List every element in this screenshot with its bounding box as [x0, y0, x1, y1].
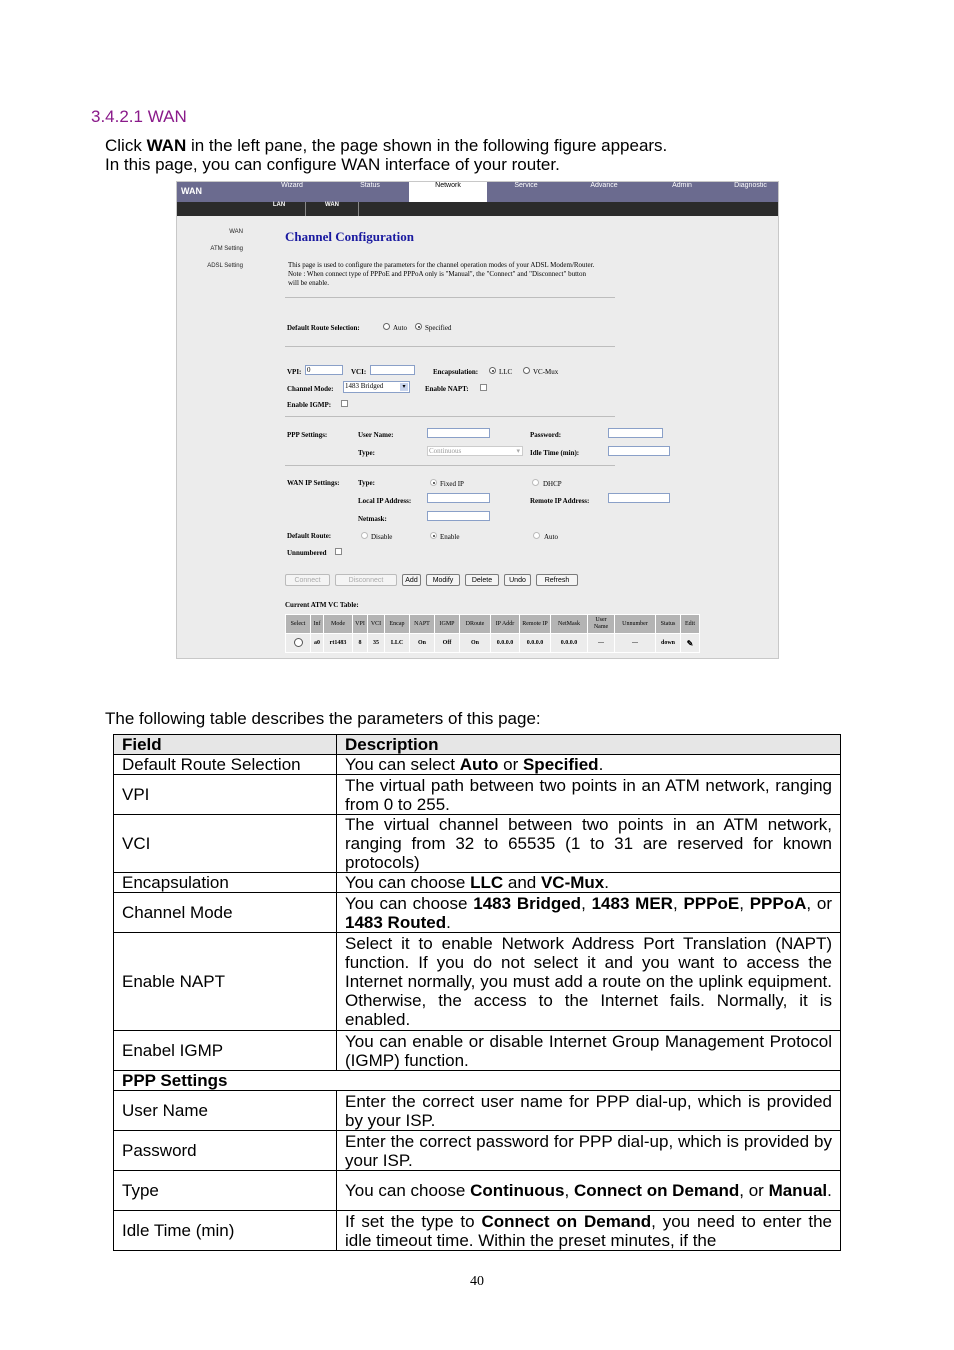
vc-cell: down — [656, 634, 681, 653]
description-cell — [337, 1211, 841, 1251]
description-text: Enter the correct user name for PPP dial-up, which is provided by your ISP. — [345, 1091, 832, 1130]
sub-nav-bar — [177, 202, 779, 216]
description-text: , you need to enter the idle timeout time. Within the preset minutes, if the — [345, 1211, 833, 1250]
vc-table-title: Current ATM VC Table: — [285, 601, 359, 609]
top-nav-advance[interactable]: Advance — [590, 182, 618, 189]
refresh-button[interactable]: Refresh — [536, 574, 578, 586]
description-text: . — [446, 912, 451, 932]
divider — [285, 465, 615, 466]
radio-fixed-ip[interactable] — [430, 479, 437, 486]
description-cell — [337, 755, 841, 775]
radio-dhcp[interactable] — [532, 479, 539, 486]
bold-term: 1483 Bridged — [473, 893, 582, 913]
table-row — [114, 815, 841, 873]
vc-col-header: VPI — [353, 615, 368, 634]
bold-term: 1483 Routed — [345, 912, 447, 932]
vci-label: VCI: — [351, 368, 367, 376]
description-text: or — [498, 755, 523, 774]
default-route-label-2: Default Route: — [287, 532, 332, 540]
section-title: PPP Settings — [114, 1071, 841, 1091]
napt-label: Enable NAPT: — [425, 385, 469, 393]
vc-col-header: NetMask — [551, 615, 588, 634]
description-text: The virtual channel between two points in an ATM network, ranging from 32 to 65535 (1 to 31 are reserved for known protocols) — [345, 815, 832, 872]
vc-cell: rt1483 — [324, 634, 353, 653]
table-row — [114, 1031, 841, 1071]
table-row — [114, 893, 841, 933]
bold-term: Connect on Demand — [481, 1211, 652, 1231]
vc-col-header: IGMP — [435, 615, 460, 634]
description-text: . — [827, 1181, 832, 1200]
napt-checkbox[interactable] — [480, 384, 487, 391]
default-route-label: Default Route Selection: — [287, 324, 360, 332]
bold-term: Continuous — [470, 1181, 565, 1200]
parameter-table — [113, 734, 841, 1251]
divider — [285, 297, 615, 298]
bold-term: VC-Mux — [540, 873, 605, 892]
bold-term: PPPoA — [749, 893, 807, 913]
router-screenshot — [176, 181, 779, 659]
remote-ip-label: Remote IP Address: — [530, 497, 590, 505]
field-cell: User Name — [114, 1091, 337, 1131]
modify-button[interactable]: Modify — [426, 574, 460, 586]
brand-label: WAN — [181, 186, 202, 196]
description-text: and — [503, 873, 541, 892]
vc-col-header: Status — [656, 615, 681, 634]
description-text: , — [581, 893, 592, 913]
vc-col-header: VCI — [368, 615, 385, 634]
radio-specified-label: Specified — [425, 324, 452, 332]
atm-vc-table — [285, 614, 700, 653]
field-cell: VCI — [114, 815, 337, 873]
description-cell — [337, 933, 841, 1031]
channel-mode-label: Channel Mode: — [287, 385, 334, 393]
type-label: Type: — [358, 449, 375, 457]
radio-auto[interactable] — [383, 323, 390, 330]
radio-auto-label: Auto — [393, 324, 407, 332]
radio-vcmux[interactable] — [523, 367, 530, 374]
vc-col-header: Mode — [324, 615, 353, 634]
radio-vcmux-label: VC-Mux — [533, 368, 559, 376]
vc-cell — [286, 634, 311, 653]
username-input[interactable] — [427, 428, 490, 438]
chevron-down-icon: ▾ — [400, 383, 408, 391]
desc-line-1: This page is used to configure the parameters for the channel operation modes of your ADSL Modem/Router. — [288, 261, 595, 269]
channel-mode-select[interactable] — [343, 381, 410, 393]
radio-disable-label: Disable — [371, 533, 393, 541]
edit-icon[interactable]: ✎ — [686, 638, 694, 648]
table-row — [114, 1211, 841, 1251]
vc-cell: --- — [588, 634, 615, 653]
igmp-label: Enable IGMP: — [287, 401, 332, 409]
description-text: . — [598, 755, 604, 774]
vc-col-header: Inf — [311, 615, 324, 634]
table-row — [114, 775, 841, 815]
table-row — [114, 1131, 841, 1171]
field-cell: VPI — [114, 775, 337, 815]
username-label: User Name: — [358, 431, 394, 439]
vc-col-header: Unnumber — [615, 615, 656, 634]
field-cell: Enabel IGMP — [114, 1031, 337, 1071]
radio-llc[interactable] — [489, 367, 496, 374]
vc-col-header: Remote IP — [520, 615, 551, 634]
header-description: Description — [337, 735, 841, 755]
radio-auto-route-label: Auto — [544, 533, 558, 541]
table-row — [114, 873, 841, 893]
wan-type-label: Type: — [358, 479, 375, 487]
radio-disable[interactable] — [361, 532, 368, 539]
left-nav-adsl-setting[interactable]: ADSL Setting — [207, 263, 243, 269]
description-cell — [337, 815, 841, 873]
table-row — [114, 1171, 841, 1211]
vc-cell: 8 — [353, 634, 368, 653]
vci-input[interactable] — [370, 365, 415, 375]
top-nav-service[interactable]: Service — [514, 182, 538, 189]
channel-mode-value: 1483 Bridged — [345, 382, 384, 390]
idle-time-input[interactable] — [608, 446, 670, 456]
field-cell: Encapsulation — [114, 873, 337, 893]
left-nav-atm-setting[interactable]: ATM Setting — [210, 246, 243, 252]
netmask-input[interactable] — [427, 511, 490, 521]
delete-button[interactable]: Delete — [465, 574, 499, 586]
description-text: , or — [806, 893, 833, 913]
vc-cell: a0 — [311, 634, 324, 653]
intro-line-2: In this page, you can configure WAN interface of your router. — [105, 155, 560, 174]
table-row — [114, 1091, 841, 1131]
top-nav-diagnostic[interactable]: Diagnostic — [734, 182, 767, 189]
description-text: You can choose — [345, 893, 474, 913]
radio-enable-label: Enable — [440, 533, 460, 541]
radio-dhcp-label: DHCP — [543, 480, 562, 488]
encapsulation-label: Encapsulation: — [433, 368, 479, 376]
netmask-label: Netmask: — [358, 515, 387, 523]
vc-cell: 0.0.0.0 — [520, 634, 551, 653]
vc-cell: 0.0.0.0 — [491, 634, 520, 653]
local-ip-label: Local IP Address: — [358, 497, 412, 505]
table-row — [114, 755, 841, 775]
type-value: Continuous — [429, 447, 462, 455]
description-text: You can enable or disable Internet Group Management Protocol (IGMP) function. — [345, 1031, 832, 1070]
top-nav-status[interactable]: Status — [360, 182, 380, 189]
description-cell — [337, 893, 841, 933]
description-text: If set the type to — [345, 1211, 482, 1231]
description-cell — [337, 873, 841, 893]
channel-config-title: Channel Configuration — [285, 229, 414, 244]
ppp-settings-label: PPP Settings: — [287, 431, 328, 439]
radio-llc-label: LLC — [499, 368, 513, 376]
vc-cell — [681, 634, 700, 653]
field-cell: Type — [114, 1171, 337, 1211]
section-heading: 3.4.2.1 WAN — [91, 107, 187, 126]
radio-enable[interactable] — [430, 532, 437, 539]
description-text: You can choose — [345, 873, 471, 892]
divider — [285, 346, 615, 347]
description-text: Enter the correct password for PPP dial-up, which is provided by your ISP. — [345, 1131, 832, 1170]
password-label: Password: — [530, 431, 562, 439]
section-row — [114, 1071, 841, 1091]
top-nav-network[interactable]: Network — [409, 182, 487, 202]
vc-col-header: Encap — [385, 615, 410, 634]
chevron-down-icon: ▾ — [516, 447, 520, 455]
vc-cell: 35 — [368, 634, 385, 653]
intro-line-1: Click WAN in the left pane, the page shown in the following figure appears. — [105, 136, 668, 155]
password-input[interactable] — [608, 428, 663, 438]
description-cell — [337, 1171, 841, 1211]
unnumbered-checkbox[interactable] — [335, 548, 342, 555]
add-button[interactable]: Add — [402, 574, 421, 586]
header-field: Field — [114, 735, 337, 755]
vpi-input[interactable]: 0 — [305, 365, 343, 375]
vc-cell: On — [410, 634, 435, 653]
description-text: You can select — [345, 755, 460, 774]
table-intro: The following table describes the parameters of this page: — [105, 709, 541, 728]
page-number: 40 — [470, 1274, 484, 1289]
description-cell — [337, 1131, 841, 1171]
bold-term: Auto — [459, 755, 499, 774]
sub-nav-lan[interactable]: LAN — [253, 202, 306, 216]
radio-specified[interactable] — [415, 323, 422, 330]
vc-col-header: IP Addr — [491, 615, 520, 634]
vc-col-header: User Name — [588, 615, 615, 634]
disconnect-button[interactable]: Disconnect — [335, 574, 397, 586]
connect-button[interactable]: Connect — [285, 574, 330, 586]
vc-cell: --- — [615, 634, 656, 653]
description-text: , or — [739, 1181, 769, 1200]
description-text: The virtual path between two points in an ATM network, ranging from 0 to 255. — [345, 775, 832, 814]
vc-select-radio[interactable] — [294, 638, 303, 647]
left-nav — [177, 216, 249, 659]
description-cell — [337, 1031, 841, 1071]
radio-auto-route[interactable] — [533, 532, 540, 539]
bold-term: LLC — [470, 873, 504, 892]
vc-cell: On — [460, 634, 491, 653]
idle-time-label: Idle Time (min): — [530, 449, 580, 457]
divider — [285, 416, 615, 417]
vc-col-header: DRoute — [460, 615, 491, 634]
vc-cell: Off — [435, 634, 460, 653]
vc-col-header: Select — [286, 615, 311, 634]
field-cell: Channel Mode — [114, 893, 337, 933]
sub-nav-wan[interactable]: WAN — [306, 202, 359, 216]
vc-cell: 0.0.0.0 — [551, 634, 588, 653]
bold-term: Manual — [768, 1181, 828, 1200]
desc-line-3: will be enable. — [288, 279, 330, 287]
vc-cell: LLC — [385, 634, 410, 653]
local-ip-input[interactable] — [427, 493, 490, 503]
bold-term: Connect on Demand — [573, 1181, 740, 1200]
description-cell — [337, 1091, 841, 1131]
table-row — [286, 634, 700, 653]
bold-term: 1483 MER — [591, 893, 673, 913]
top-nav-wizard[interactable]: Wizard — [281, 182, 303, 189]
type-select[interactable] — [427, 446, 523, 456]
desc-line-2: Note : When connect type of PPPoE and PPPoA only is "Manual", the "Connect" and "Disconnect" button — [288, 270, 586, 278]
vc-col-header: Edit — [681, 615, 700, 634]
field-cell: Enable NAPT — [114, 933, 337, 1031]
field-cell: Default Route Selection — [114, 755, 337, 775]
bold-term: PPPoE — [683, 893, 740, 913]
field-cell: Idle Time (min) — [114, 1211, 337, 1251]
table-header-row — [114, 735, 841, 755]
description-text: , — [739, 893, 750, 913]
description-text: , — [564, 1181, 574, 1200]
description-text: You can choose — [345, 1181, 471, 1200]
radio-fixed-ip-label: Fixed IP — [440, 480, 464, 488]
bold-term: Specified — [522, 755, 599, 774]
top-nav-admin[interactable]: Admin — [672, 182, 692, 189]
table-row — [114, 933, 841, 1031]
vc-col-header: NAPT — [410, 615, 435, 634]
description-text: Select it to enable Network Address Port Translation (NAPT) function. If you do not select it and you want to access the Internet normally, you must add a route on the uplink equipment. Otherwise, the access to the Internet fails. Normally, it is enabled. — [345, 934, 832, 1029]
field-cell: Password — [114, 1131, 337, 1171]
undo-button[interactable]: Undo — [504, 574, 531, 586]
igmp-checkbox[interactable] — [341, 400, 348, 407]
description-text: . — [604, 873, 609, 892]
remote-ip-input[interactable] — [608, 493, 670, 503]
description-cell — [337, 775, 841, 815]
unnumbered-label: Unnumbered — [287, 549, 327, 557]
left-nav-wan[interactable]: WAN — [229, 229, 243, 235]
description-text: , — [672, 893, 684, 913]
wan-ip-settings-label: WAN IP Settings: — [287, 479, 340, 487]
vpi-label: VPI: — [287, 368, 302, 376]
